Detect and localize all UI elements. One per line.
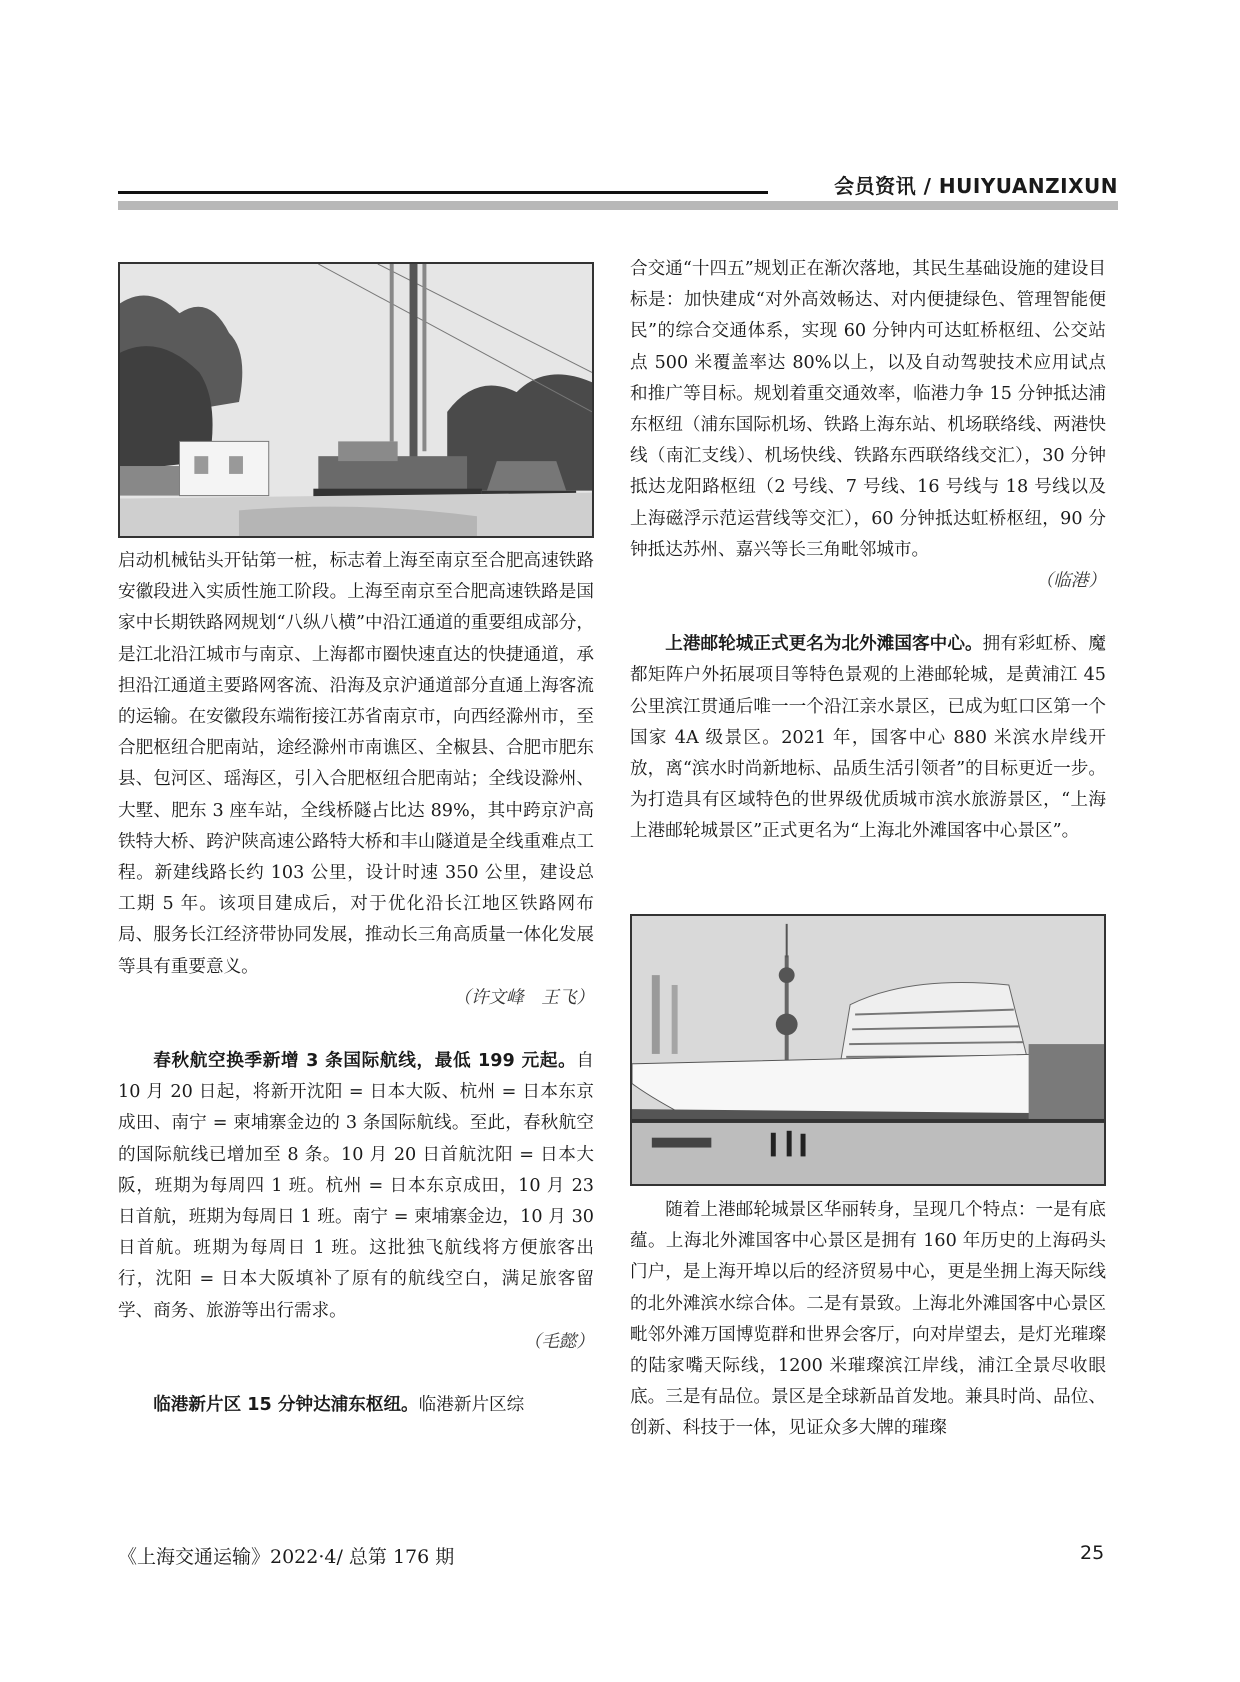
article2-byline: （毛懿） (523, 1331, 594, 1352)
page-number: 25 (1080, 1542, 1105, 1564)
article2-body: 自 10 月 20 日起，将新开沈阳 = 日本大阪、杭州 = 日本东京成田、南宁 = 柬埔寨金边的 3 条国际航线。至此，春秋航空的国际航线已增加至 8 条。10 月 20 日首航沈阳 = 日本大阪，班期为每周四 1 班。杭州 = 日本东京成田，10 月 23 日首航，班期为每周日 1 班。南宁 = 柬埔寨金边，10 月 30 日首航。班期为每周日 1 班。这批独飞航线将方便旅客出行，沈阳 = 日本大阪填补了原有的航线空白，满足旅客留学、商务、旅游等出行需求。 (118, 1051, 594, 1321)
header-gray-band (118, 201, 1118, 210)
right-column-bottom (630, 1195, 1106, 1445)
article4-continuation: 随着上港邮轮城景区华丽转身，呈现几个特点：一是有底蕴。上海北外滩国客中心景区是拥有 160 年历史的上海码头门户，是上海开埠以后的经济贸易中心，更是坐拥上海天际线的北外滩滨水综合体。二是有景致。上海北外滩国客中心景区毗邻外滩万国博览群和世界会客厅，向对岸望去，是灯光璀璨的陆家嘴天际线，1200 米璀璨滨江岸线，浦江全景尽收眼底。三是有品位。景区是全球新品首发地。兼具时尚、品位、创新、科技于一体，见证众多大牌的璀璨 (630, 1200, 1106, 1439)
article1-byline: （许文峰 王飞） (453, 987, 594, 1008)
section-title: 会员资讯 / HUIYUANZIXUN (820, 172, 1118, 200)
article3-body: 临港新片区综 (418, 1395, 525, 1416)
cruise-ship-image (632, 916, 1104, 1184)
article2-headline: 春秋航空换季新增 3 条国际航线，最低 199 元起。 (153, 1051, 577, 1072)
article2-paragraph (118, 1046, 594, 1327)
cruise-ship-photo (630, 914, 1106, 1186)
construction-site-photo (118, 262, 594, 538)
article4-headline: 上港邮轮城正式更名为北外滩国客中心。 (665, 634, 983, 655)
section-header (118, 172, 1118, 212)
left-column (118, 546, 594, 1421)
article3-headline: 临港新片区 15 分钟达浦东枢纽。 (153, 1395, 419, 1416)
article3-continuation: 合交通“十四五”规划正在渐次落地，其民生基础设施的建设目标是：加快建成“对外高效畅达、对内便捷绿色、管理智能便民”的综合交通体系，实现 60 分钟内可达虹桥枢纽、公交站点 500 米覆盖率达 80%以上，以及自动驾驶技术应用试点和推广等目标。规划着重交通效率，临港力争 15 分钟抵达浦东枢纽（浦东国际机场、铁路上海东站、机场联络线、两港快线（南汇支线）、机场快线、铁路东西联络线交汇），30 分钟抵达龙阳路枢纽（2 号线、7 号线、16 号线与 18 号线以及上海磁浮示范运营线等交汇），60 分钟抵达虹桥枢纽，90 分钟抵达苏州、嘉兴等长三角毗邻城市。 (630, 259, 1106, 560)
article4-body: 拥有彩虹桥、魔都矩阵户外拓展项目等特色景观的上港邮轮城，是黄浦江 45 公里滨江贯通后唯一一个沿江亲水景区，已成为虹口区第一个国家 4A 级景区。2021 年，国客中心 880 米滨水岸线开放，离“滨水时尚新地标、品质生活引领者”的目标更近一步。为打造具有区域特色的世界级优质城市滨水旅游景区，“上海上港邮轮城景区”正式更名为“上海北外滩国客中心景区”。 (630, 634, 1106, 842)
right-column-top (630, 254, 1106, 848)
construction-site-image (120, 264, 592, 536)
article1-body: 启动机械钻头开钻第一桩，标志着上海至南京至合肥高速铁路安徽段进入实质性施工阶段。上海至南京至合肥高速铁路是国家中长期铁路网规划“八纵八横”中沿江通道的重要组成部分，是江北沿江城市与南京、上海都市圈快速直达的快捷通道，承担沿江通道主要路网客流、沿海及京沪通道部分直通上海客流的运输。在安徽段东端衔接江苏省南京市，向西经滁州市，至合肥枢纽合肥南站，途经滁州市南谯区、全椒县、合肥市肥东县、包河区、瑶海区，引入合肥枢纽合肥南站；全线设滁州、大墅、肥东 3 座车站，全线桥隧占比达 89%，其中跨京沪高铁特大桥、跨沪陕高速公路特大桥和丰山隧道是全线重难点工程。新建线路长约 103 公里，设计时速 350 公里，建设总工期 5 年。该项目建成后，对于优化沿长江地区铁路网布局、服务长江经济带协同发展，推动长三角高质量一体化发展等具有重要意义。 (118, 551, 594, 977)
article4-paragraph (630, 629, 1106, 847)
journal-footer: 《上海交通运输》2022·4/ 总第 176 期 (118, 1546, 455, 1568)
header-rule (118, 191, 768, 194)
article3-paragraph (118, 1390, 594, 1421)
article3-byline: （临港） (1035, 571, 1106, 592)
